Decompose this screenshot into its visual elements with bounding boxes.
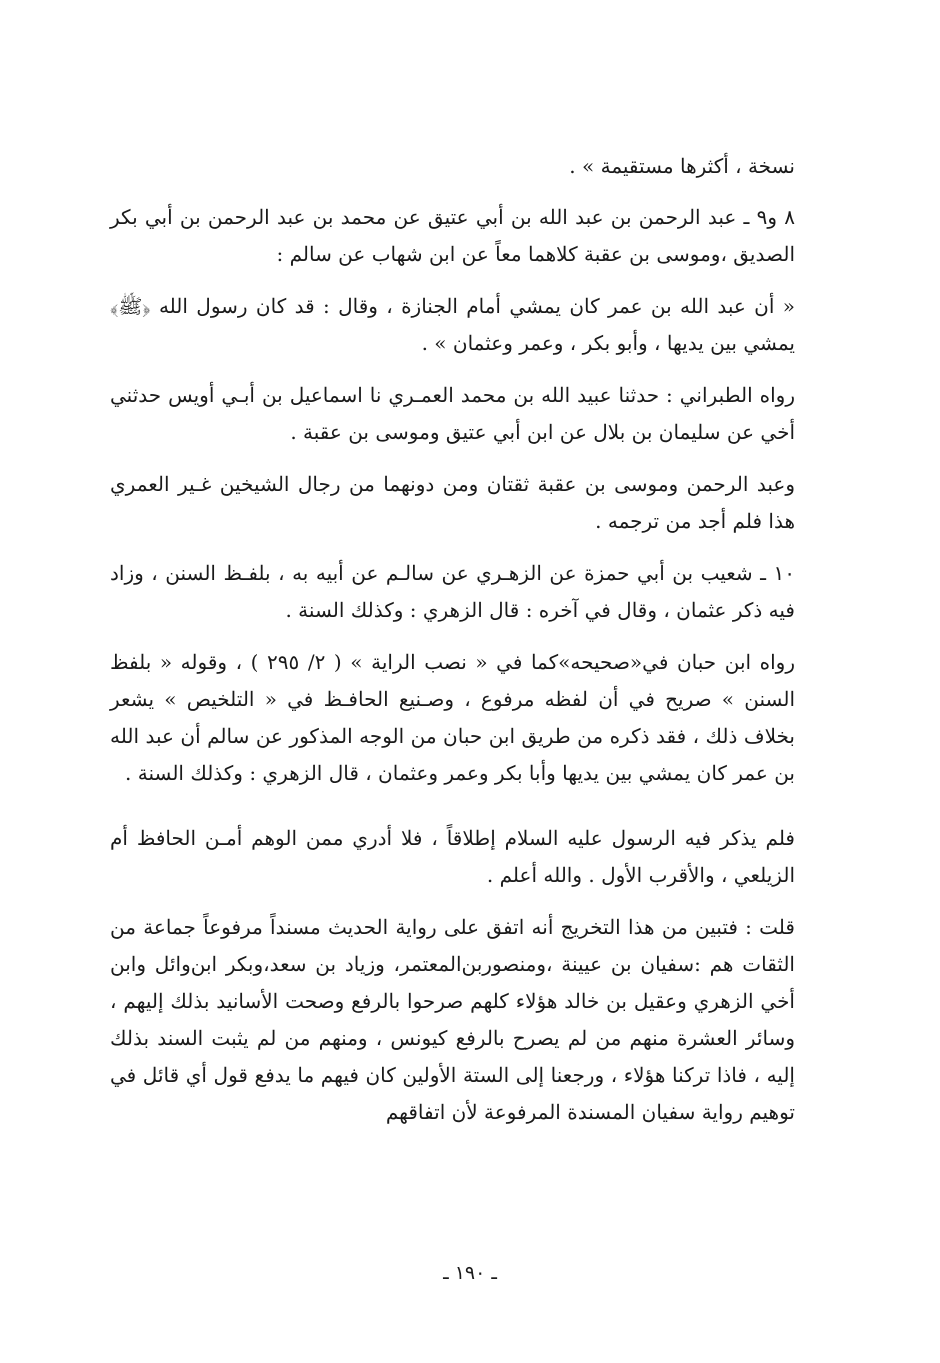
paragraph-2: ٨ و٩ ـ عبد الرحمن بن عبد الله بن أبي عتيق عن محمد بن عبد الرحمن بن أبي بكر الصديق ،وموسى بن عقبة كلاهما معاً عن ابن شهاب عن سالم : xyxy=(110,205,795,266)
paragraph-3: « أن عبد الله بن عمر كان يمشي أمام الجنازة ، وقال : قد كان رسول الله ﴿ﷺ﴾ يمشي بين يديها ، وأبو بكر ، وعمر وعثمان » . xyxy=(110,294,795,355)
paragraph-7: رواه ابن حبان في«صحيحه»كما في « نصب الراية » ( ٢/ ٢٩٥ ) ، وقوله « بلفظ السنن » صريح في أن لفظه مرفوع ، وصـنيع الحافـظ في « التلخيص » يشعر بخلاف ذلك ، فقد ذكره من طريق ابن حبان من الوجه المذكور عن سالم أن عبد الله بن عمر كان يمشي بين يديها وأبا بكر وعمر وعثمان ، قال الزهري : وكذلك السنة . xyxy=(110,650,796,785)
paragraph-8: فلم يذكر فيه الرسول عليه السلام إطلاقاً ، فلا أدري ممن الوهم أمـن الحافظ أم الزيلعي ، والأقرب الأول . والله أعلم . xyxy=(110,826,795,887)
paragraph-1: نسخة ، أكثرها مستقيمة » . xyxy=(569,154,795,178)
paragraph-6: ١٠ ـ شعيب بن أبي حمزة عن الزهـري عن سالـم عن أبيه به ، بلفـظ السنن ، وزاد فيه ذكر عثمان ، وقال في آخره : قال الزهري : وكذلك السنة . xyxy=(110,561,795,622)
paragraph-5: وعبد الرحمن وموسى بن عقبة ثقتان ومن دونهما من رجال الشيخين غـير العمري هذا فلم أجد من ترجمه . xyxy=(110,472,795,533)
paragraph-9: قلت : فتبين من هذا التخريج أنه اتفق على رواية الحديث مسنداً مرفوعاً جماعة من الثقات هم :سفيان بن عيينة ،ومنصوربن‌المعتمر، وزياد بن سعد،وبكر ابن‌وائل وابن أخي الزهري وعقيل بن خالد هؤلاء كلهم صرحوا بالرفع وصحت الأسانيد بذلك إليهم ، وسائر العشرة منهم من لم يصرح بالرفع كيونس ، ومنهم من لم يثبت السند بذلك إليه ، فاذا تركنا هؤلاء ، ورجعنا إلى الستة الأولين كان فيهم ما يدفع قول أي قائل في توهيم رواية سفيان المسندة المرفوعة لأن اتفاقهم xyxy=(110,915,795,1124)
paragraph-4: رواه الطبراني : حدثنا عبيد الله بن محمد العمـري نا اسماعيل بن أبـي أويس حدثني أخي عن سليمان بن بلال عن ابن أبي عتيق وموسى بن عقبة . xyxy=(110,383,795,444)
page-number: ـ ١٩٠ ـ xyxy=(443,1262,497,1284)
document-body xyxy=(110,148,795,1146)
